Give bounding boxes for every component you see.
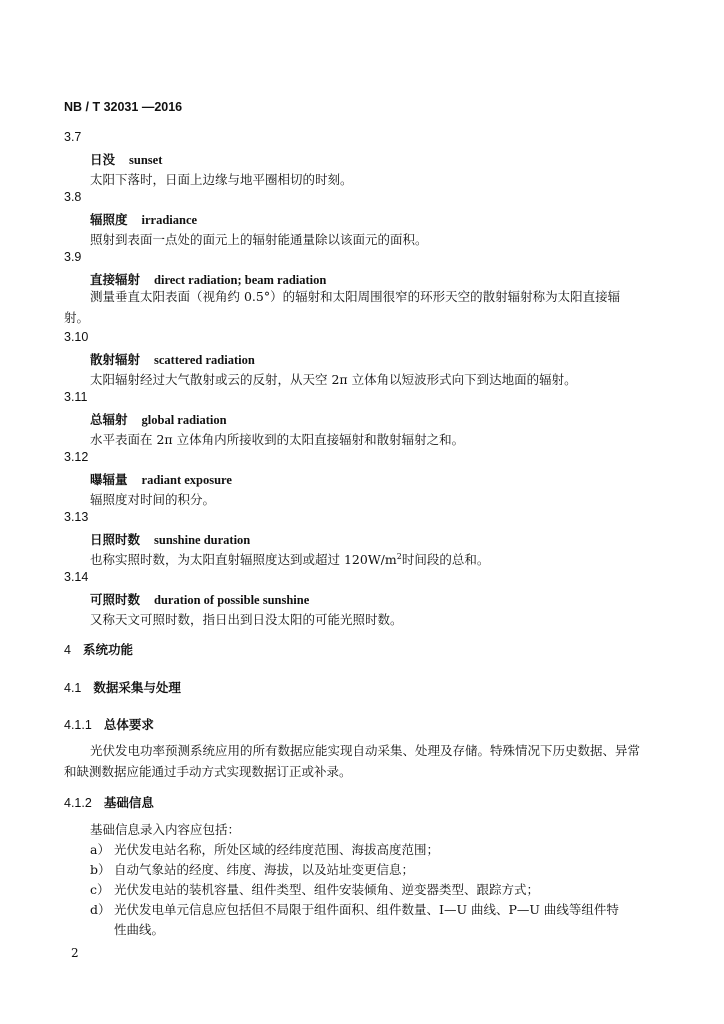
term-en: sunshine duration [154,533,251,547]
list-text: 自动气象站的经度、纬度、海拔，以及站址变更信息； [114,862,415,877]
term-heading [90,150,162,168]
term-definition: 太阳下落时，日面上边缘与地平圈相切的时刻。 [90,172,353,187]
term-definition: 测量垂直太阳表面（视角约 0.5°）的辐射和太阳周围很窄的环形天空的散射辐射称为太阳直接辐射。 [64,289,621,325]
term-definition: 又称天文可照时数，指日出到日没太阳的可能光照时数。 [90,612,403,627]
section-title: 总体要求 [103,718,154,732]
list-label: b） [90,862,111,877]
section-number: 4.1.1 [64,718,92,732]
list-item [90,860,414,878]
term-zh: 可照时数 [90,592,141,607]
term-zh: 直接辐射 [90,272,141,287]
term-zh: 散射辐射 [90,352,141,367]
term-number: 3.9 [64,250,82,264]
standard-number: NB / T 32031 —2016 [64,100,183,114]
term-en: scattered radiation [154,353,255,367]
term-definition: 照射到表面一点处的面元上的辐射能通量除以该面元的面积。 [90,232,428,247]
list-label: c） [90,882,110,897]
term-number: 3.11 [64,390,88,404]
list-text: 光伏发电站名称，所处区域的经纬度范围、海拔高度范围； [114,842,440,857]
term-definition-text: 也称实照时数，为太阳直射辐照度达到或超过 120W/m [90,552,397,567]
term-en: global radiation [141,413,227,427]
list-item [90,880,539,898]
list-intro: 基础信息录入内容应包括： [90,822,241,837]
term-zh: 日没 [90,152,116,167]
term-en: sunset [129,153,163,167]
term-heading [90,530,250,548]
list-item [90,840,439,858]
term-en: radiant exposure [141,473,232,487]
section-number: 4 [64,643,71,657]
list-text: 性曲线。 [114,922,165,937]
term-definition-text: 时间段的总和。 [401,552,490,567]
term-number: 3.8 [64,190,82,204]
term-definition [90,550,489,568]
term-number: 3.14 [64,570,89,584]
term-en: irradiance [141,213,198,227]
term-number: 3.7 [64,130,82,144]
term-zh: 辐照度 [90,212,128,227]
term-heading [90,210,197,228]
section-heading [64,678,181,696]
list-item [90,900,619,918]
superscript: 2 [396,551,402,561]
term-en: direct radiation; beam radiation [154,273,327,287]
term-zh: 曝辐量 [90,472,128,487]
term-zh: 日照时数 [90,532,141,547]
term-zh: 总辐射 [90,412,128,427]
term-definition: 辐照度对时间的积分。 [90,492,216,507]
list-text: 光伏发电站的装机容量、组件类型、组件安装倾角、逆变器类型、跟踪方式； [114,882,540,897]
term-number: 3.10 [64,330,89,344]
term-definition: 水平表面在 2π 立体角内所接收到的太阳直接辐射和散射辐射之和。 [90,432,465,447]
section-heading [64,715,154,733]
section-heading [64,640,133,658]
term-number: 3.12 [64,450,89,464]
term-en: duration of possible sunshine [154,593,310,607]
section-heading [64,793,154,811]
term-number: 3.13 [64,510,89,524]
page-number: 2 [71,946,79,960]
list-label: a） [90,842,110,857]
list-item-continuation [90,920,164,938]
term-heading [90,470,232,488]
list-label: d） [90,902,111,917]
term-heading [90,350,255,368]
term-heading [90,590,309,608]
list-text: 光伏发电单元信息应包括但不局限于组件面积、组件数量、I—U 曲线、P—U 曲线等组件特 [114,902,619,917]
section-title: 基础信息 [103,796,154,810]
term-definition: 太阳辐射经过大气散射或云的反射，从天空 2π 立体角以短波形式向下到达地面的辐射。 [90,372,577,387]
paragraph: 光伏发电功率预测系统应用的所有数据应能实现自动采集、处理及存储。特殊情况下历史数据、异常和缺测数据应能通过手动方式实现数据订正或补录。 [64,743,641,779]
section-number: 4.1 [64,681,82,695]
term-heading [90,410,227,428]
section-number: 4.1.2 [64,796,92,810]
section-title: 系统功能 [82,643,133,657]
section-title: 数据采集与处理 [93,681,181,695]
